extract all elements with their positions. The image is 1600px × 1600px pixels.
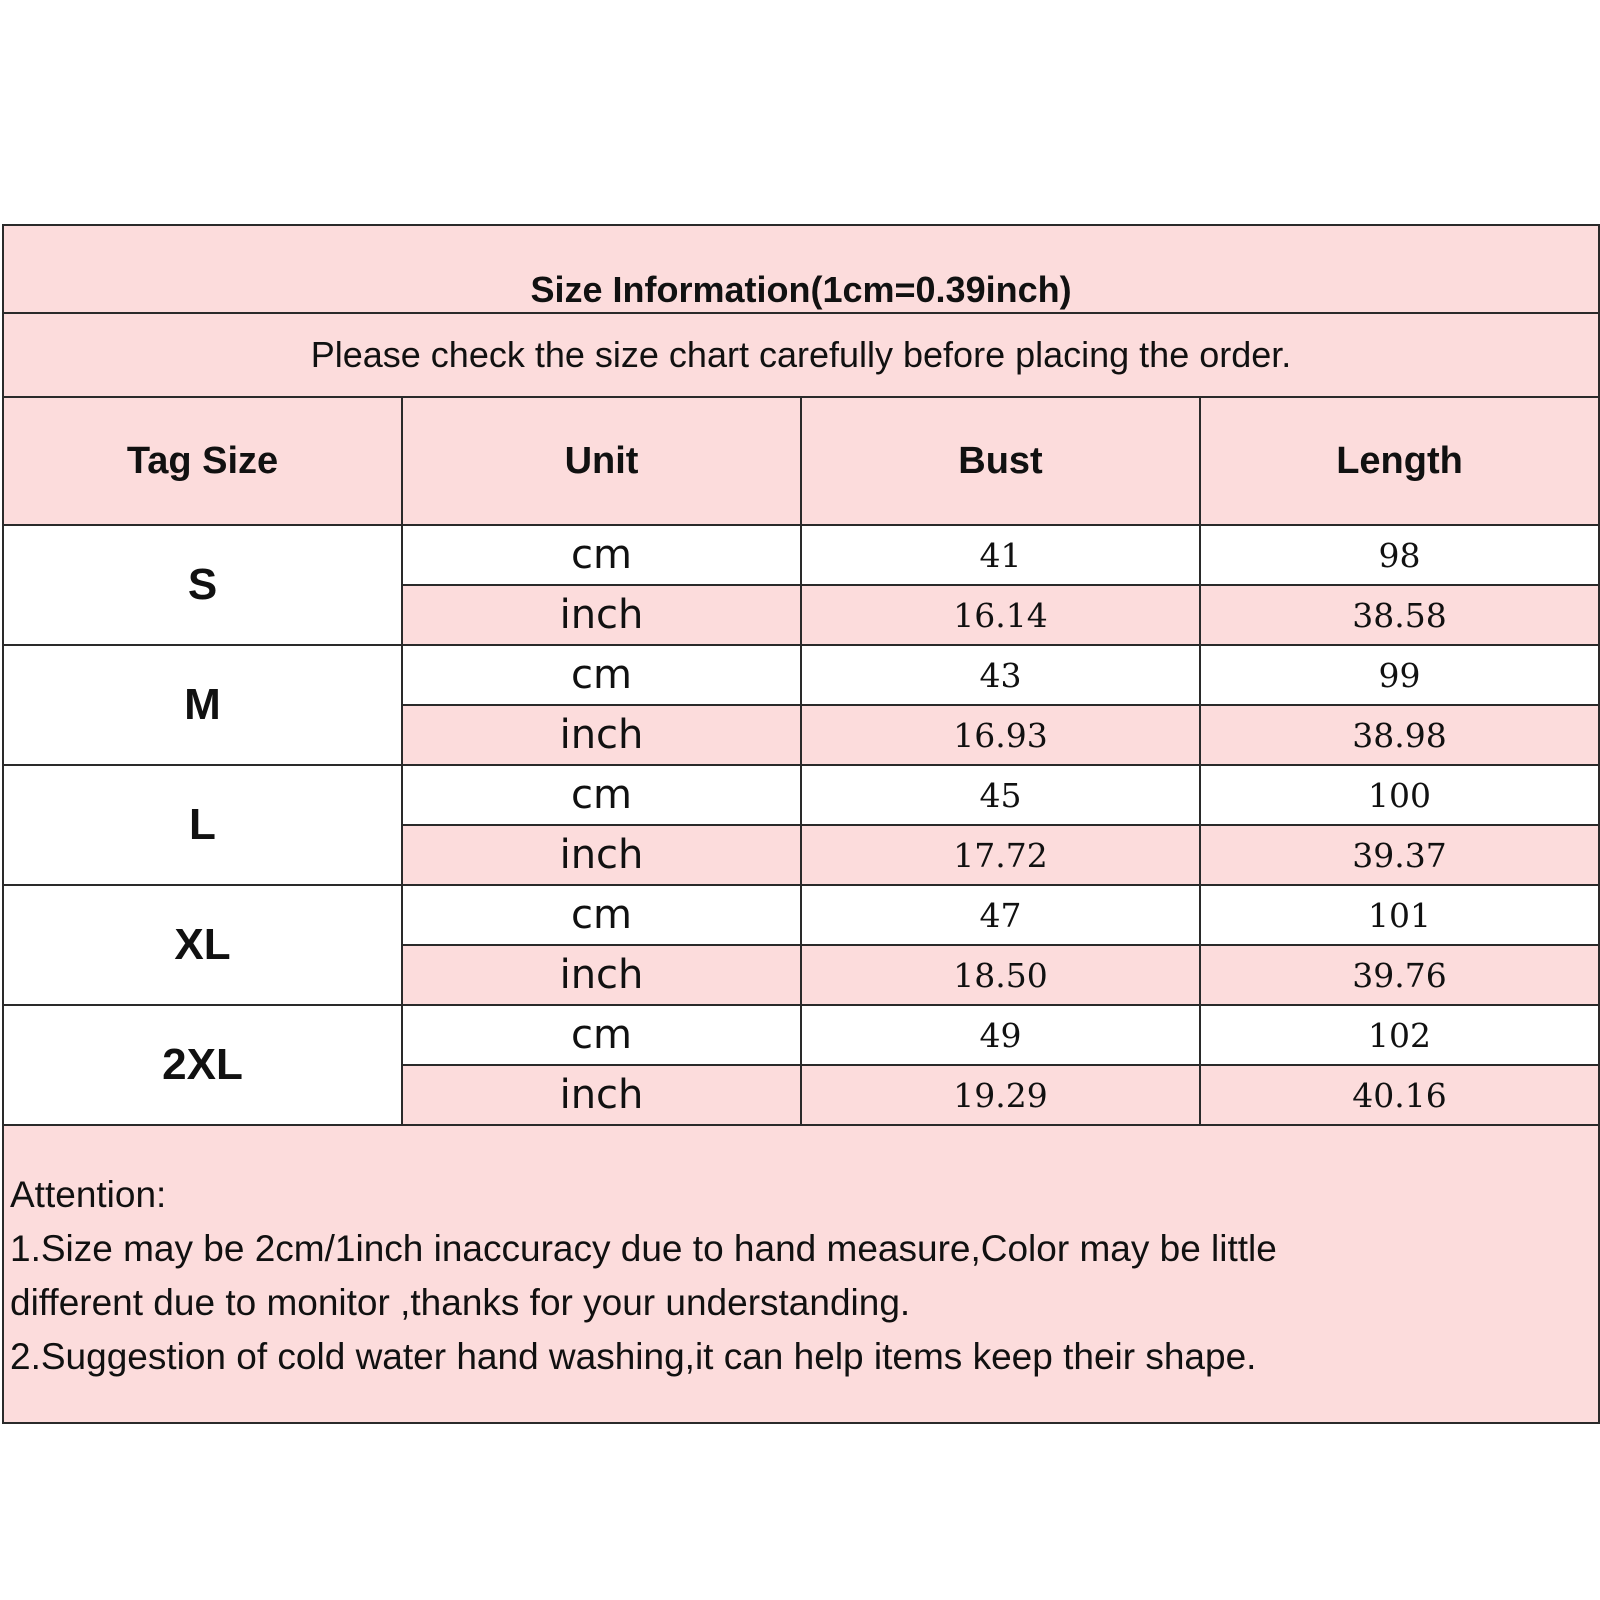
size-chart-table xyxy=(2,224,1600,1424)
tag-size-cell: S xyxy=(3,525,402,645)
length-cell: 100 xyxy=(1200,765,1599,825)
unit-cell: cm xyxy=(402,645,801,705)
tag-size-cell: M xyxy=(3,645,402,765)
note-line-1a: 1.Size may be 2cm/1inch inaccuracy due to hand measure,Color may be little xyxy=(10,1228,1277,1269)
length-cell: 38.98 xyxy=(1200,705,1599,765)
unit-cell: cm xyxy=(402,765,801,825)
table-row xyxy=(3,525,1599,585)
bust-cell: 43 xyxy=(801,645,1200,705)
bust-cell: 17.72 xyxy=(801,825,1200,885)
note-line-1b: different due to monitor ,thanks for your understanding. xyxy=(10,1282,911,1323)
attention-heading: Attention: xyxy=(10,1174,167,1215)
bust-cell: 19.29 xyxy=(801,1065,1200,1125)
bust-cell: 16.93 xyxy=(801,705,1200,765)
tag-size-cell: XL xyxy=(3,885,402,1005)
tag-size-cell: L xyxy=(3,765,402,885)
unit-cell: inch xyxy=(402,585,801,645)
length-cell: 39.37 xyxy=(1200,825,1599,885)
bust-cell: 47 xyxy=(801,885,1200,945)
length-cell: 38.58 xyxy=(1200,585,1599,645)
table-row xyxy=(3,765,1599,825)
tag-size-cell: 2XL xyxy=(3,1005,402,1125)
bust-cell: 45 xyxy=(801,765,1200,825)
attention-notes xyxy=(3,1125,1599,1423)
header-length: Length xyxy=(1200,397,1599,525)
unit-cell: inch xyxy=(402,945,801,1005)
unit-cell: inch xyxy=(402,825,801,885)
unit-cell: inch xyxy=(402,705,801,765)
bust-cell: 16.14 xyxy=(801,585,1200,645)
table-row xyxy=(3,645,1599,705)
bust-cell: 49 xyxy=(801,1005,1200,1065)
length-cell: 101 xyxy=(1200,885,1599,945)
subtitle-row xyxy=(3,313,1599,397)
length-cell: 40.16 xyxy=(1200,1065,1599,1125)
length-cell: 102 xyxy=(1200,1005,1599,1065)
length-cell: 39.76 xyxy=(1200,945,1599,1005)
chart-title: Size Information(1cm=0.39inch) xyxy=(3,225,1599,313)
bust-cell: 18.50 xyxy=(801,945,1200,1005)
header-tag-size: Tag Size xyxy=(3,397,402,525)
unit-cell: cm xyxy=(402,885,801,945)
header-unit: Unit xyxy=(402,397,801,525)
unit-cell: inch xyxy=(402,1065,801,1125)
chart-subtitle: Please check the size chart carefully before placing the order. xyxy=(3,313,1599,397)
length-cell: 98 xyxy=(1200,525,1599,585)
table-row xyxy=(3,1005,1599,1065)
title-row xyxy=(3,225,1599,313)
header-row xyxy=(3,397,1599,525)
bust-cell: 41 xyxy=(801,525,1200,585)
table-row xyxy=(3,885,1599,945)
header-bust: Bust xyxy=(801,397,1200,525)
notes-row xyxy=(3,1125,1599,1423)
unit-cell: cm xyxy=(402,525,801,585)
length-cell: 99 xyxy=(1200,645,1599,705)
unit-cell: cm xyxy=(402,1005,801,1065)
note-line-2: 2.Suggestion of cold water hand washing,it can help items keep their shape. xyxy=(10,1336,1257,1377)
